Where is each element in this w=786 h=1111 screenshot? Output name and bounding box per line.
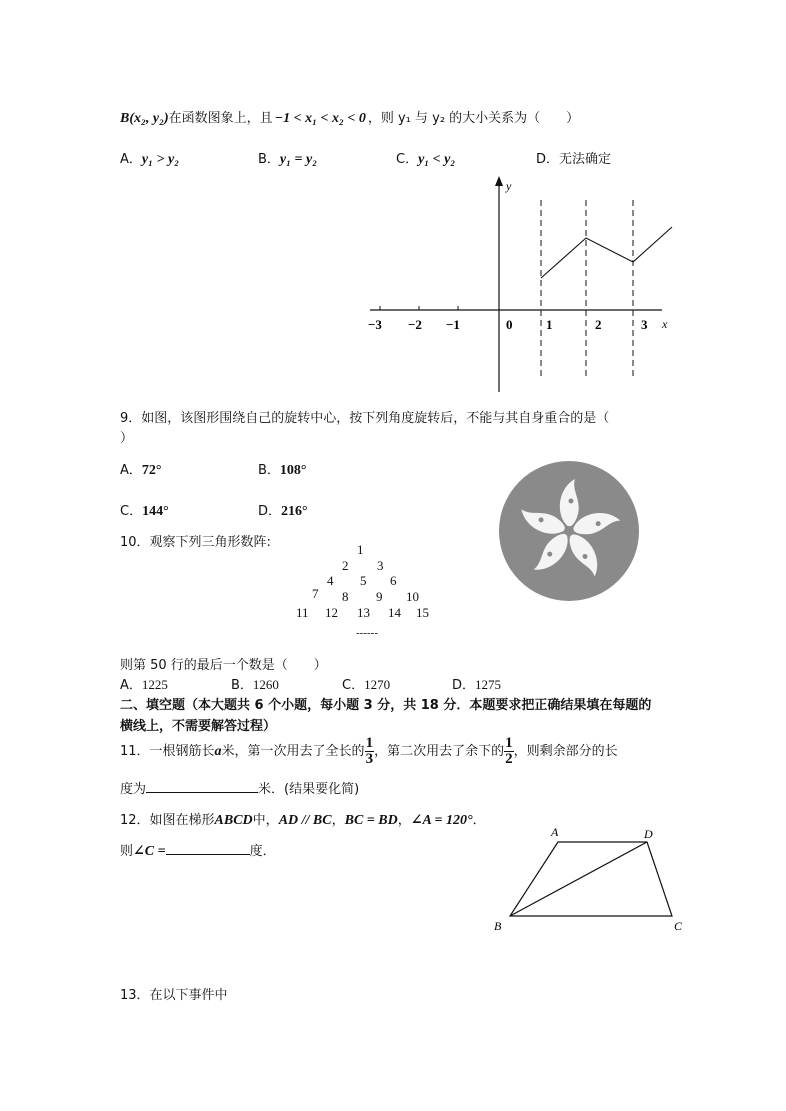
q12-answer-blank[interactable] [166, 842, 250, 855]
q10-option-a: A．1225 [120, 677, 168, 693]
diagonal-bd [510, 842, 647, 916]
tick-label: 2 [595, 317, 602, 332]
array-number: 2 [342, 558, 349, 573]
array-number: 12 [325, 605, 338, 620]
q8-stem-mid: 在函数图象上，且 [168, 111, 273, 126]
q8-inequality: −1 < x₁ < x₂ < 0 [274, 111, 366, 126]
array-number: 3 [377, 558, 384, 573]
array-number: 5 [360, 573, 367, 588]
vertex-label-c: C [674, 919, 683, 933]
fraction-one-third: $\frac{1}{3}$ [365, 735, 374, 767]
y-axis-arrow [495, 176, 503, 186]
q11-answer-blank[interactable] [146, 780, 258, 793]
q10-option-d: D．1275 [452, 677, 502, 693]
bauhinia-emblem [498, 460, 640, 602]
q12-line1: 12．如图在梯形ABCD中，AD // BC，BC = BD，∠A = 120°． [120, 813, 486, 828]
q8-option-c: C．y₁ < y₂ [396, 152, 456, 167]
function-curve [541, 227, 672, 278]
fraction-one-half: $\frac{1}{2}$ [505, 735, 513, 767]
q9-option-c: C．144° [120, 504, 169, 519]
q8-option-d: D．无法确定 [536, 152, 612, 167]
array-number: 15 [416, 605, 429, 620]
x-axis-label: x [662, 317, 668, 331]
q10-stem: 10．观察下列三角形数阵: [120, 535, 271, 550]
section-2-header-line2: 横线上，不需要解答过程） [120, 719, 277, 734]
q8-option-b: B．y₁ = y₂ [258, 152, 318, 167]
q10-question: 则第 50 行的最后一个数是（ ） [120, 658, 327, 673]
array-ellipsis: ------ [356, 627, 378, 639]
tick-label: −2 [408, 317, 422, 332]
q9-stem: 9．如图，该图形围绕自己的旋转中心，按下列角度旋转后，不能与其自身重合的是（ [120, 411, 610, 426]
section-2-header-line1: 二、填空题（本大题共 6 个小题，每小题 3 分，共 18 分．本题要求把正确结果填在每题的 [120, 698, 652, 713]
tick-label: −1 [446, 317, 460, 332]
array-number: 8 [342, 589, 349, 604]
q9-option-d: D．216° [258, 504, 308, 519]
array-number: 11 [296, 605, 309, 620]
q8-point: B(x₂, y₂) [120, 111, 169, 126]
q11-line1: 11．一根钢筋长a米，第一次用去了全长的 $\frac{1}{3}$ ，第二次用去了余下的 $\frac{1}{2}$ ，则剩余部分的长 [120, 735, 618, 767]
q9-stem-cont: ） [120, 431, 134, 446]
array-number: 7 [312, 586, 319, 601]
vertex-label-d: D [644, 827, 653, 841]
y-axis-label: y [506, 179, 512, 193]
tick-label: 3 [641, 317, 648, 332]
trapezoid-abcd [510, 842, 672, 916]
array-number: 1 [357, 542, 364, 557]
q9-option-b: B．108° [258, 463, 307, 478]
array-number: 4 [327, 573, 334, 588]
q9-option-a: A．72° [120, 463, 162, 478]
array-number: 14 [388, 605, 401, 620]
array-number: 6 [390, 573, 397, 588]
function-graph [360, 172, 680, 394]
q8-stem [120, 107, 579, 127]
vertex-label-a: A [551, 825, 559, 839]
array-number: 10 [406, 589, 419, 604]
q12-line2: 则∠C = 度． [120, 844, 276, 859]
q8-stem-end: ，则 y₁ 与 y₂ 的大小关系为（ ） [367, 111, 580, 126]
q11-line2: 度为 米．(结果要化简) [120, 782, 360, 797]
q8-option-a: A．y₁ > y₂ [120, 152, 180, 167]
vertex-label-b: B [494, 919, 502, 933]
tick-label: −3 [368, 317, 382, 332]
array-number: 9 [376, 589, 383, 604]
q10-option-c: C．1270 [342, 677, 391, 693]
array-number: 13 [357, 605, 370, 620]
q10-option-b: B．1260 [231, 677, 279, 693]
q13-stem: 13．在以下事件中 [120, 988, 228, 1003]
trapezoid-figure [490, 822, 690, 937]
tick-label: 0 [506, 317, 513, 332]
tick-label: 1 [546, 317, 553, 332]
